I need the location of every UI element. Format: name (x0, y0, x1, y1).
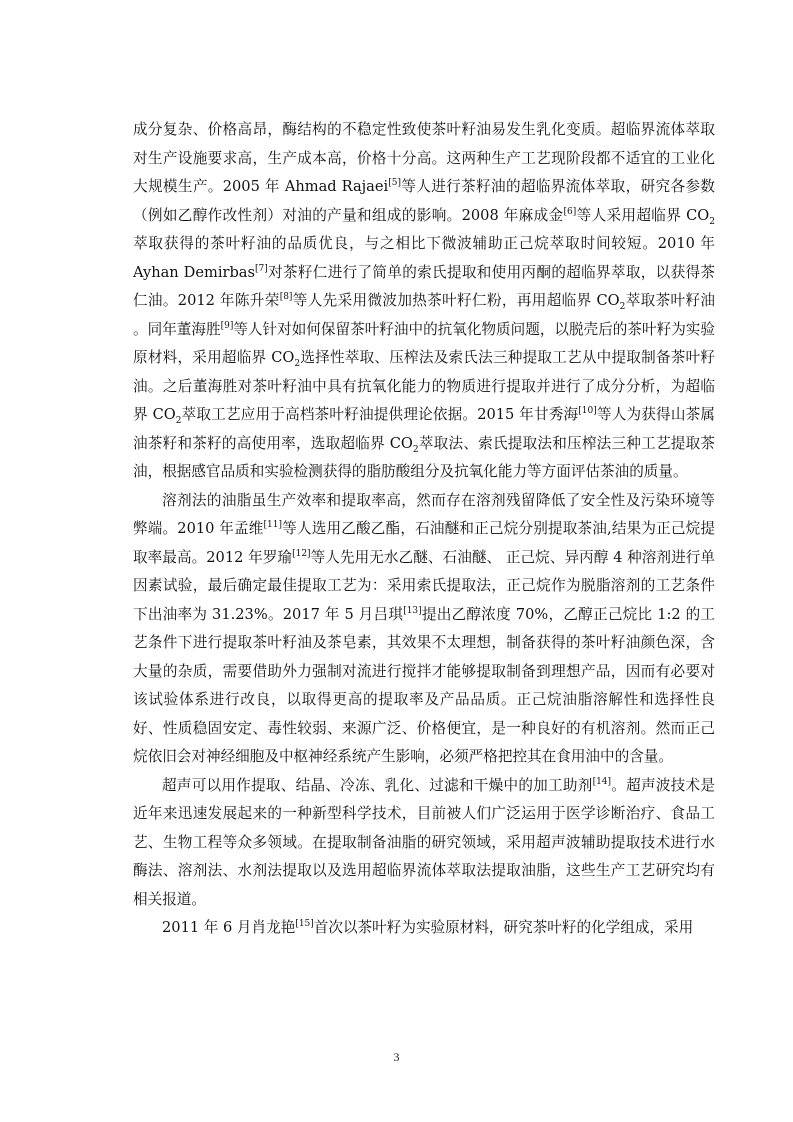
citation-ref: [10] (578, 406, 597, 417)
text-run: 等人针对如何保留茶叶籽油中的抗氧化物质问题，以脱壳后的茶叶籽为实验原材料，采用超临界 CO (133, 320, 715, 366)
text-run: 。超声波技术是近年来迅速发展起来的一种新型科学技术，目前被人们广泛运用于医学诊断治疗、食品工艺、生物工程等众多领域。在提取制备油脂的研究领域，采用超声波辅助提取技术进行水酶法、溶剂法、水剂法提取以及选用超临界流体萃取法提取油脂，这些生产工艺研究均有相关报道。 (133, 776, 715, 908)
text-run: 等人采用超临界 CO (576, 206, 710, 224)
text-run: 提出乙醇浓度 70%，乙醇正己烷比 1:2 的工艺条件下进行提取茶叶籽油及茶皂素，其效果不太理想，制备获得的茶叶籽油颜色深，含大量的杂质，需要借助外力强制对流进行搅拌才能够提取制备到理想产品，因而有必要对该试验体系进行改良，以取得更高的提取率及产品品质。正己烷油脂溶解性和选择性良好、性质稳固安定、毒性较弱、来源广泛、价格便宜，是一种良好的有机溶剂。然而正己烷依旧会对神经细胞及中枢神经系统产生影响，必须严格把控其在食用油中的含量。 (133, 605, 715, 765)
paragraph (133, 116, 715, 487)
text-run: 萃取法、索氏提取法和压榨法三种工艺提取茶油，根据感官品质和实验检测获得的脂肪酸组分及抗氧化能力等方面评估茶油的质量。 (133, 434, 715, 480)
subscript: 2 (294, 358, 301, 369)
page-number: 3 (393, 1050, 400, 1064)
text-run: 萃取茶叶籽油 。同年董海胜 (133, 292, 715, 338)
text-run: 首次以茶叶籽为实验原材料，研究茶叶籽的化学组成，采用 (313, 919, 694, 936)
text-run: 等人选用乙酸乙酯，石油醚和正己烷分别提取茶油,结果为正己烷提取率最高。2012 年罗瑜 (133, 520, 715, 566)
subscript: 2 (175, 415, 182, 426)
text-run: 萃取获得的茶叶籽油的品质优良，与之相比下微波辅助正己烷萃取时间较短。2010 年 Ayhan Demirbas (133, 235, 715, 281)
citation-ref: [9] (220, 320, 234, 331)
text-run: 溶剂法的油脂虽生产效率和提取率高，然而存在溶剂残留降低了安全性及污染环境等弊端。2010 年孟维 (133, 491, 715, 537)
text-run: 成分复杂、价格高昂，酶结构的不稳定性致使茶叶籽油易发生乳化变质。超临界流体萃取对生产设施要求高，生产成本高，价格十分高。这两种生产工艺现阶段都不适宜的工业化大规模生产。2005 年 Ahmad Rajaei (133, 121, 715, 195)
citation-ref: [8] (279, 292, 293, 303)
text-run: 等人先采用微波加热茶叶籽仁粉，再用超临界 CO (292, 292, 620, 309)
text-run: 等人进行茶籽油的超临界流体萃取，研究各参数（例如乙醇作改性剂）对油的产量和组成的影响。2008 年麻成金 (133, 178, 715, 224)
citation-ref: [11] (263, 520, 283, 531)
text-run: 萃取工艺应用于高档茶叶籽油提供理论依据。2015 年甘秀海 (181, 406, 579, 423)
citation-ref: [14] (592, 776, 612, 787)
subscript: 2 (412, 444, 419, 455)
paragraph (133, 487, 715, 772)
paragraph (133, 772, 715, 915)
text-run: 对茶籽仁进行了简单的索氏提取和使用丙酮的超临界萃取，以获得茶仁油。2012 年陈升荣 (133, 263, 715, 309)
text-run: 选择性萃取、压榨法及索氏法三种提取工艺从中提取制备茶叶籽油。之后董海胜对茶叶籽油中具有抗氧化能力的物质进行提取并进行了成分分析，为超临界 CO (133, 349, 715, 423)
paragraph (133, 914, 715, 943)
citation-ref: [7] (255, 263, 268, 274)
text-run: 等人为获得山茶属油茶籽和茶籽的高使用率，选取超临界 CO (133, 406, 715, 452)
citation-ref: [5] (388, 178, 401, 189)
text-run: 2011 年 6 月肖龙艳 (162, 919, 296, 936)
citation-ref: [15] (295, 919, 314, 930)
citation-ref: [12] (292, 548, 311, 559)
body-text (133, 116, 715, 943)
citation-ref: [13] (403, 605, 422, 616)
text-run: 等人先用无水乙醚、石油醚、 正己烷、异丙醇 4 种溶剂进行单因素试验，最后确定最佳提取工艺为：采用索氏提取法，正己烷作为脱脂溶剂的工艺条件下出油率为 31.23%。2017 年 5 月吕琪 (133, 548, 715, 623)
subscript: 2 (709, 216, 716, 227)
citation-ref: [6] (563, 206, 577, 217)
subscript: 2 (619, 301, 626, 312)
text-run: 超声可以用作提取、结晶、冷冻、乳化、过滤和干燥中的加工助剂 (162, 776, 593, 794)
